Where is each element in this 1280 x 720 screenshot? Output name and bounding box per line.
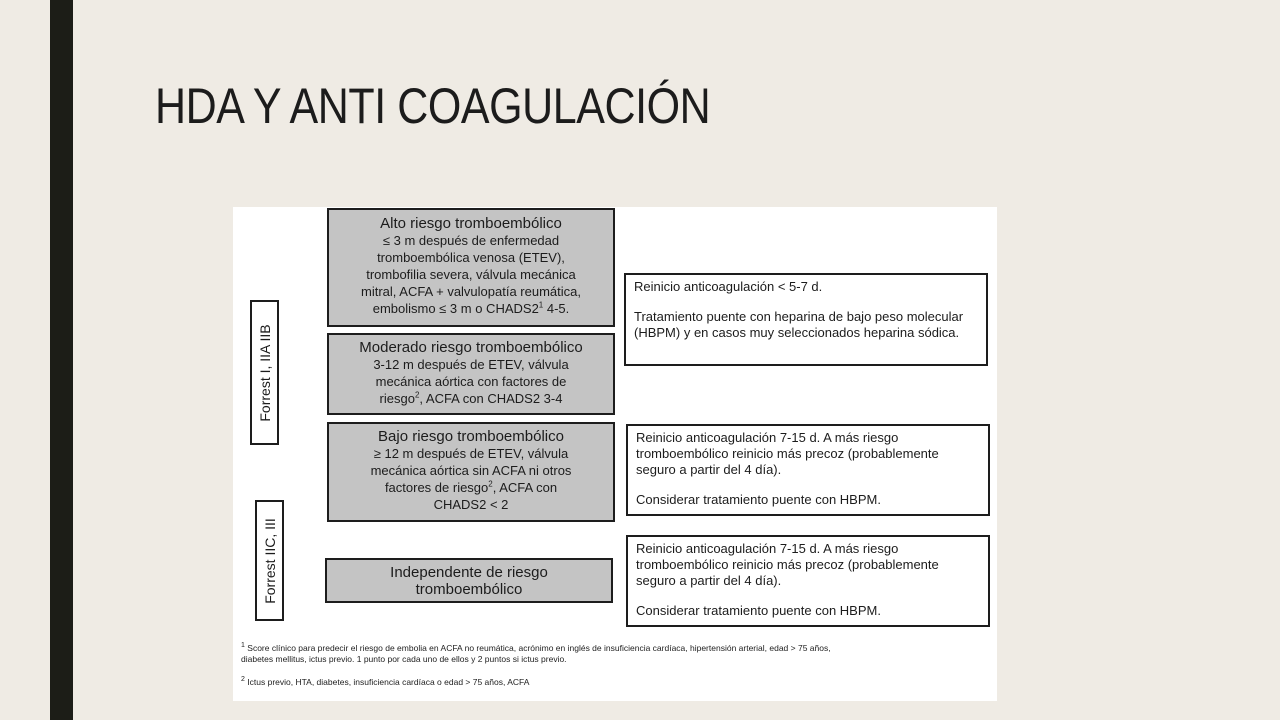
risk-line: embolismo ≤ 3 m o $CHADS2^1$ 4-5. <box>372 300 570 316</box>
treatment-text: Considerar tratamiento puente con HBPM. <box>636 492 881 507</box>
risk-line: ≥ 12 m después de ETEV, válvula <box>373 446 569 461</box>
accent-bar <box>50 0 73 720</box>
treatment-text: Reinicio anticoagulación 7-15 d. A más riesgo tromboembólico reinicio más precoz (probablemente seguro a partir del 4 día). <box>636 541 939 588</box>
risk-heading: Alto riesgo tromboembólico <box>380 215 562 232</box>
risk-line: trombofilia severa, válvula mecánica <box>366 267 576 282</box>
treatment-text: Reinicio anticoagulación 7-15 d. A más riesgo tromboembólico reinicio más precoz (probablemente seguro a partir del 4 día). <box>636 430 939 477</box>
treatment-box-high <box>624 273 988 366</box>
risk-heading: Moderado riesgo tromboembólico <box>359 339 583 356</box>
risk-line: mecánica aórtica sin ACFA ni otros <box>370 463 572 478</box>
treatment-text: Tratamiento puente con heparina de bajo peso molecular (HBPM) y en casos muy seleccionados heparina sódica. <box>634 309 964 340</box>
footnote-1: $^1$ Score clínico para predecir el riesgo de embolia en ACFA no reumática, acrónimo en inglés de insuficiencia cardíaca, hipertensión arterial, edad > 75 años, diabetes mellitus, ictus previo. 1 punto por cada uno de ellos y 2 puntos si ictus previo. <box>241 642 831 664</box>
risk-heading: Independente de riesgo <box>390 564 548 581</box>
side-label-forrest-high <box>250 300 279 445</box>
risk-line: 3-12 m después de ETEV, válvula <box>373 357 569 372</box>
treatment-box-low <box>626 424 990 516</box>
risk-line: factores de riesgo$^2$, ACFA con <box>384 479 558 495</box>
slide-title: HDA Y ANTI COAGULACIÓN <box>155 78 711 134</box>
treatment-text: Reinicio anticoagulación < 5-7 d. <box>634 279 823 294</box>
risk-box-high <box>327 208 615 327</box>
diagram-figure <box>233 207 997 701</box>
risk-line: CHADS2 < 2 <box>433 497 509 512</box>
treatment-box-independent <box>626 535 990 627</box>
risk-box-independent <box>325 558 613 603</box>
risk-line: mecánica aórtica con factores de <box>375 374 567 389</box>
side-label-text: Forrest IIC, III <box>261 517 278 604</box>
side-label-text: Forrest I, IIA IIB <box>256 323 273 422</box>
risk-line: tromboembólica venosa (ETEV), <box>377 250 565 265</box>
treatment-text: Considerar tratamiento puente con HBPM. <box>636 603 881 618</box>
risk-line: mitral, ACFA + valvulopatía reumática, <box>360 284 582 299</box>
side-label-forrest-low <box>255 500 284 621</box>
risk-box-moderate <box>327 333 615 415</box>
risk-line: ≤ 3 m después de enfermedad <box>382 233 560 248</box>
risk-heading: tromboembólico <box>415 581 523 598</box>
footnote-2: $^2$ Ictus previo, HTA, diabetes, insuficiencia cardíaca o edad > 75 años, ACFA <box>241 676 530 687</box>
risk-line: riesgo$^2$, ACFA con CHADS2 3-4 <box>379 390 563 406</box>
risk-box-low <box>327 422 615 522</box>
risk-heading: Bajo riesgo tromboembólico <box>378 428 564 445</box>
